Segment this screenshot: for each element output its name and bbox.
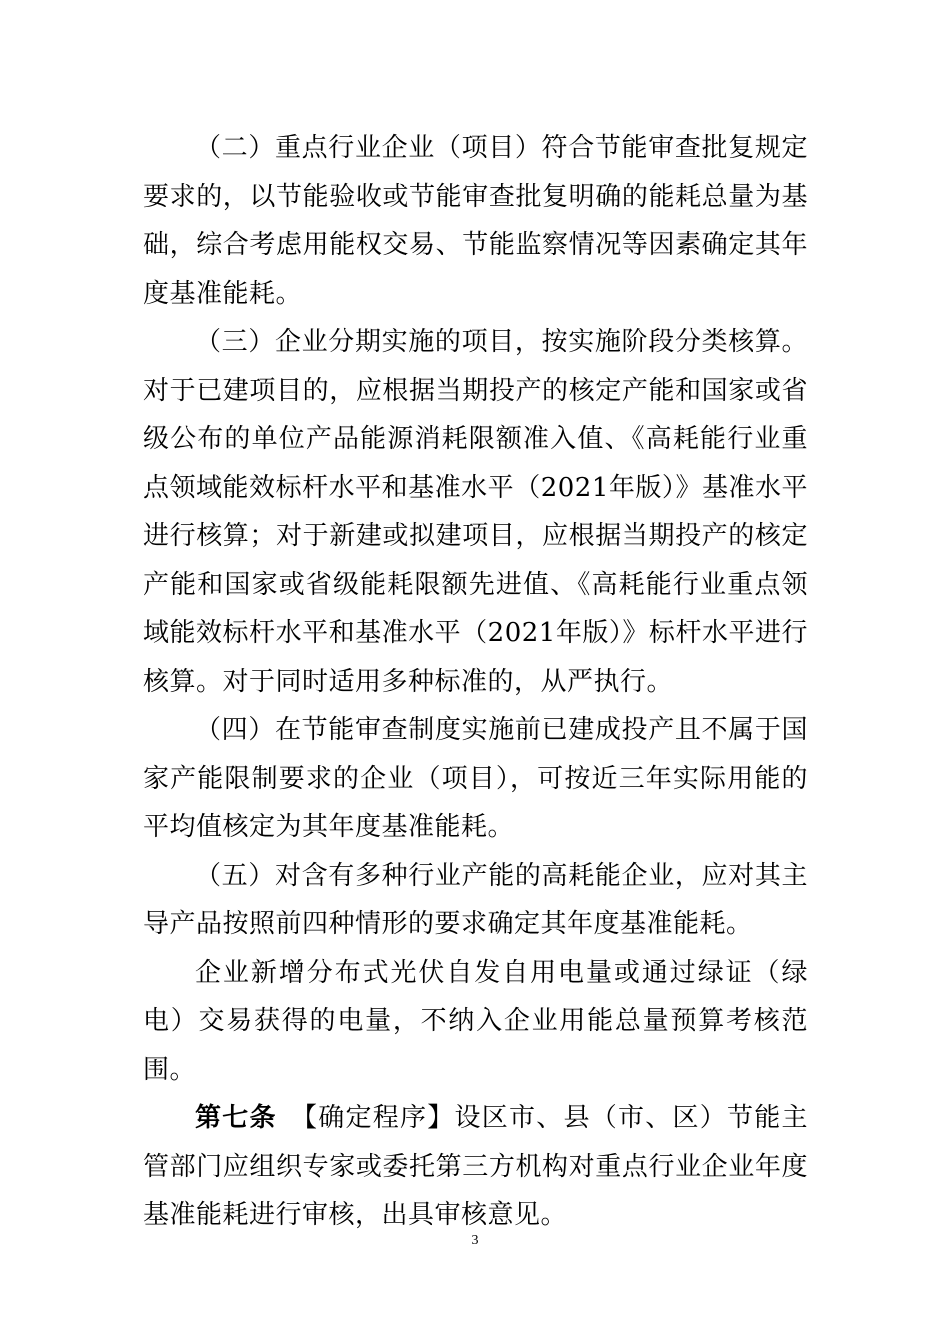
article-7-heading: 第七条 (195, 1103, 277, 1133)
document-body (143, 124, 808, 1240)
paragraph-item-5: （五）对含有多种行业产能的高耗能企业，应对其主导产品按照前四种情形的要求确定其年度基准能耗。 (143, 860, 808, 939)
page-number: 3 (471, 1233, 479, 1248)
article-7-text: 【确定程序】设区市、县（市、区）节能主管部门应组织专家或委托第三方机构对重点行业企业年度基准能耗进行审核，出具审核意见。 (143, 1103, 808, 1230)
article-7-spacer (277, 1103, 304, 1133)
paragraph-item-4: （四）在节能审查制度实施前已建成投产且不属于国家产能限制要求的企业（项目），可按近三年实际用能的平均值核定为其年度基准能耗。 (143, 715, 808, 842)
article-7-paragraph (143, 1094, 808, 1240)
paragraph-green-power: 企业新增分布式光伏自发自用电量或通过绿证（绿电）交易获得的电量，不纳入企业用能总量预算考核范围。 (143, 957, 808, 1085)
paragraph-item-3: （三）企业分期实施的项目，按实施阶段分类核算。对于已建项目的，应根据当期投产的核定产能和国家或省级公布的单位产品能源消耗限额准入值、《高耗能行业重点领域能效标杆水平和基准水平（2021年版）》基准水平进行核算；对于新建或拟建项目，应根据当期投产的核定产能和国家或省级能耗限额先进值、《高耗能行业重点领域能效标杆水平和基准水平（2021年版）》标杆水平进行核算。对于同时适用多种标准的，从严执行。 (143, 327, 808, 697)
paragraph-item-2: （二）重点行业企业（项目）符合节能审查批复规定要求的，以节能验收或节能审查批复明确的能耗总量为基础，综合考虑用能权交易、节能监察情况等因素确定其年度基准能耗。 (143, 133, 808, 309)
